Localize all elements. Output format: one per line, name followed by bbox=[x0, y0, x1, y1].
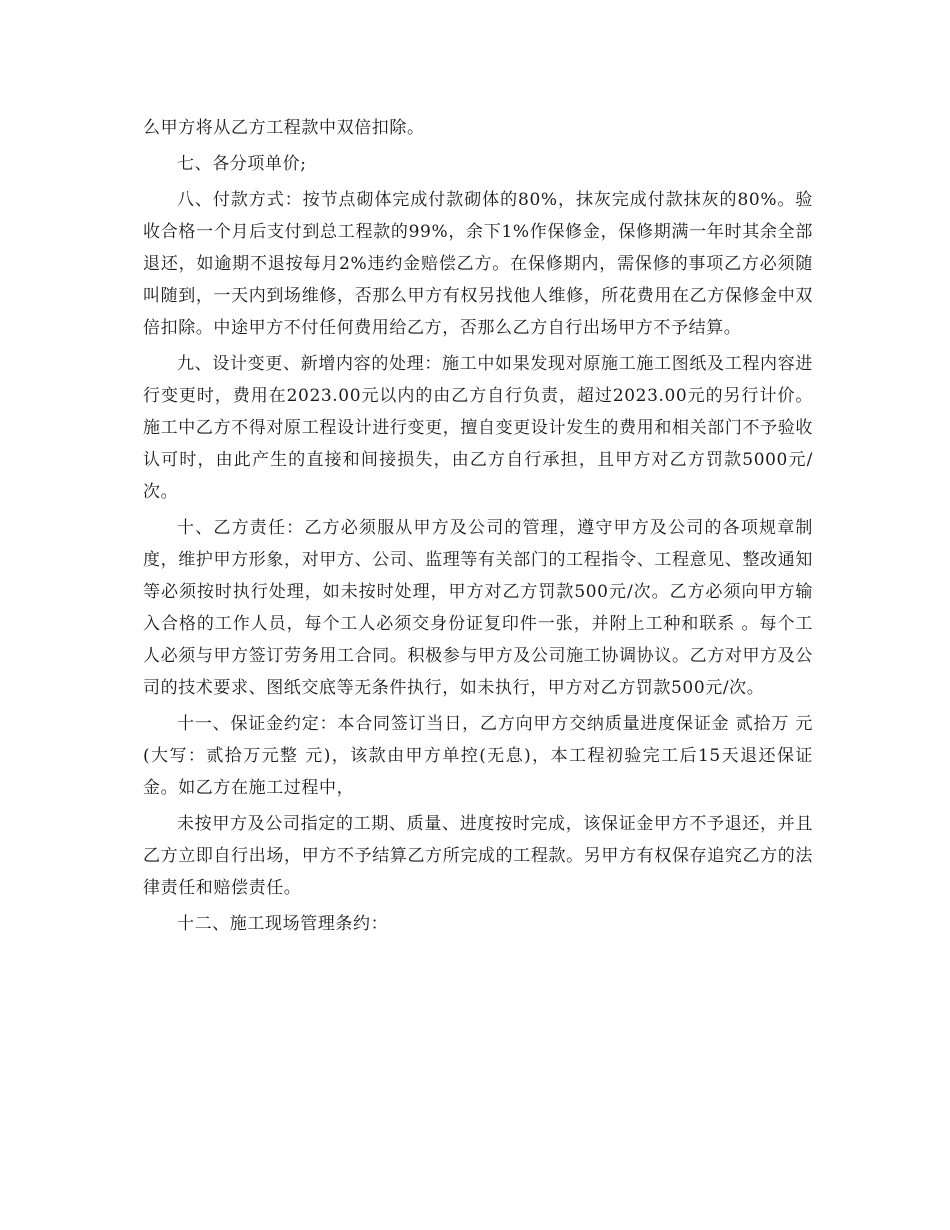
paragraph-clause-11-continued: 未按甲方及公司指定的工期、质量、进度按时完成，该保证金甲方不予退还，并且乙方立即自行出场，甲方不予结算乙方所完成的工程款。另甲方有权保存追究乙方的法律责任和赔偿责任。 bbox=[143, 814, 813, 898]
paragraph-clause-11-deposit: 十一、保证金约定：本合同签订当日，乙方向甲方交纳质量进度保证金 贰拾万 元(大写：贰拾万元整 元)，该款由甲方单控(无息)，本工程初验完工后15天退还保证金。如乙方在施工过程中， bbox=[143, 714, 813, 798]
paragraph-clause-9-design-change: 九、设计变更、新增内容的处理：施工中如果发现对原施工施工图纸及工程内容进行变更时，费用在2023.00元以内的由乙方自行负责，超过2023.00元的另行计价。施工中乙方不得对原工程设计进行变更，擅自变更设计发生的费用和相关部门不予验收认可时，由此产生的直接和间接损失，由乙方自行承担，且甲方对乙方罚款5000元/次。 bbox=[143, 354, 813, 502]
paragraph-clause-8-payment: 八、付款方式：按节点砌体完成付款砌体的80%，抹灰完成付款抹灰的80%。验收合格一个月后支付到总工程款的99%，余下1%作保修金，保修期满一年时其余全部退还，如逾期不退按每月2%违约金赔偿乙方。在保修期内，需保修的事项乙方必须随叫随到，一天内到场维修，否那么甲方有权另找他人维修，所花费用在乙方保修金中双倍扣除。中途甲方不付任何费用给乙方，否那么乙方自行出场甲方不予结算。 bbox=[143, 190, 813, 338]
paragraph-clause-7: 七、各分项单价; bbox=[177, 154, 307, 174]
paragraph-continuation: 么甲方将从乙方工程款中双倍扣除。 bbox=[143, 118, 425, 138]
paragraph-clause-10-responsibility: 十、乙方责任：乙方必须服从甲方及公司的管理，遵守甲方及公司的各项规章制度，维护甲方形象，对甲方、公司、监理等有关部门的工程指令、工程意见、整改通知等必须按时执行处理，如未按时处理，甲方对乙方罚款500元/次。乙方必须向甲方输入合格的工作人员，每个工人必须交身份证复印件一张，并附上工种和联系 。每个工人必须与甲方签订劳务用工合同。积极参与甲方及公司施工协调协议。乙方对甲方及公司的技术要求、图纸交底等无条件执行，如未执行，甲方对乙方罚款500元/次。 bbox=[143, 518, 813, 698]
document-body bbox=[143, 112, 813, 944]
paragraph-clause-12-site-management: 十二、施工现场管理条约： bbox=[177, 914, 389, 934]
